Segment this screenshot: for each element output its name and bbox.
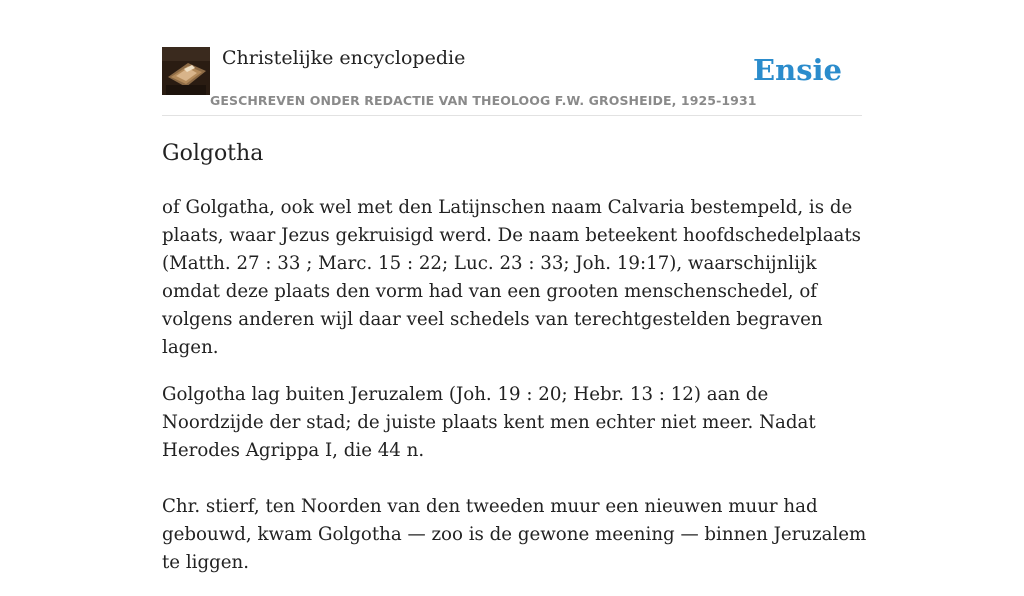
source-subtitle: GESCHREVEN ONDER REDACTIE VAN THEOLOOG F.W. GROSHEIDE, 1925-1931 — [210, 93, 757, 108]
source-header — [162, 46, 862, 116]
book-cover-icon[interactable] — [162, 47, 210, 95]
article-paragraph-3: Chr. stierf, ten Noorden van den tweeden muur een nieuwen muur had gebouwd, kwam Golgotha — zoo is de gewone meening — binnen Jeruzalem te liggen. — [162, 496, 867, 573]
brand-logo-link[interactable]: Ensie — [753, 53, 842, 87]
article-paragraph-1: of Golgatha, ook wel met den Latijnschen naam Calvaria bestempeld, is de plaats, waar Jezus gekruisigd werd. De naam beteekent hoofdschedelplaats (Matth. 27 : 33 ; Marc. 15 : 22; Luc. 23 : 33; Joh. 19:17), waarschijnlijk omdat deze plaats den vorm had van een grooten menschenschedel, of volgens anderen wijl daar veel schedels van terechtgestelden begraven lagen. — [162, 197, 862, 358]
article-title: Golgotha — [162, 141, 264, 166]
source-title[interactable]: Christelijke encyclopedie — [222, 47, 466, 69]
paragraph-gap — [162, 484, 867, 493]
article-paragraph-2: Golgotha lag buiten Jeruzalem (Joh. 19 : 20; Hebr. 13 : 12) aan de Noordzijde der stad; de juiste plaats kent men echter niet meer. Nadat Herodes Agrippa I, die 44 n. — [162, 384, 816, 461]
header-divider — [162, 115, 862, 116]
article — [162, 138, 867, 596]
